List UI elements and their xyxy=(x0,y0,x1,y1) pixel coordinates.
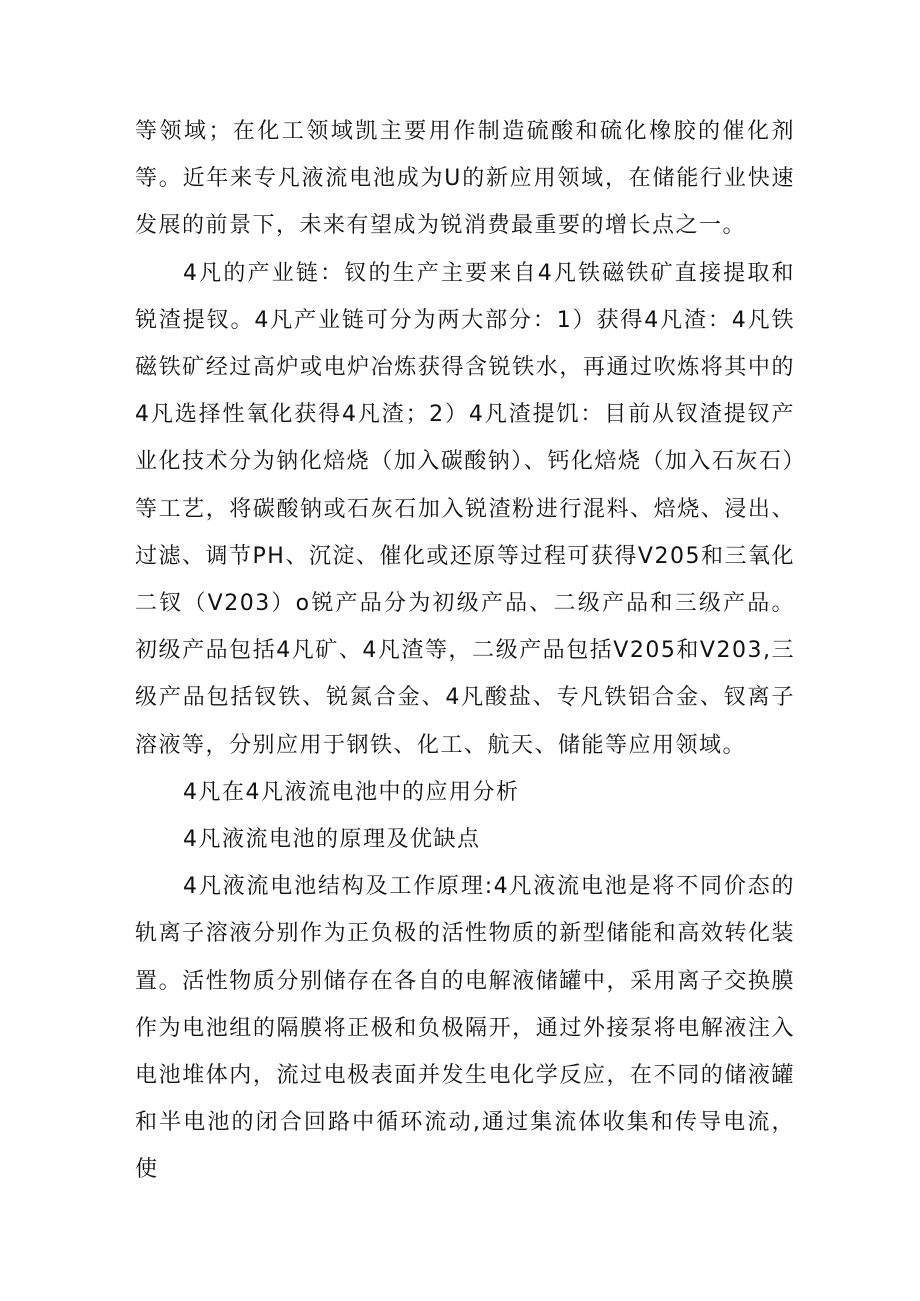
section-heading-application-analysis: 4凡在4凡液流电池中的应用分析 xyxy=(183,779,520,805)
section-heading-principle: 4凡液流电池的原理及优缺点 xyxy=(183,827,481,853)
paragraph-industry-chain: 4凡的产业链：钗的生产主要来自4凡铁磁铁矿直接提取和锐渣提钗。4凡产业链可分为两大部分：1）获得4凡渣：4凡铁磁铁矿经过高炉或电炉冶炼获得含锐铁水，再通过吹炼将其中的4凡选择性氧化获得4凡渣；2）4凡渣提饥：目前从钗渣提钗产业化技术分为钠化焙烧（加入碳酸钠）、钙化焙烧（加入石灰石）等工艺，将碳酸钠或石灰石加入锐渣粉进行混料、焙烧、浸出、过滤、调节PH、沉淀、催化或还原等过程可获得V205和三氧化二钗（V203）o锐产品分为初级产品、二级产品和三级产品。初级产品包括4凡矿、4凡渣等，二级产品包括V205和V203,三级产品包括钗铁、锐氮合金、4凡酸盐、专凡铁铝合金、钗离子溶液等，分别应用于钢铁、化工、航天、储能等应用领域。 xyxy=(135,260,795,758)
paragraph-working-principle: 4凡液流电池结构及工作原理:4凡液流电池是将不同价态的轨离子溶液分别作为正负极的活性物质的新型储能和高效转化装置。活性物质分别储存在各自的电解液储罐中，采用离子交换膜作为电池组的隔膜将正极和负极隔开，通过外接泵将电解液注入电池堆体内，流过电极表面并发生电化学反应，在不同的储液罐和半电池的闭合回路中循环流动,通过集流体收集和传导电流，使 xyxy=(135,874,795,1183)
paragraph-applications: 等领域；在化工领域凯主要用作制造硫酸和硫化橡胶的催化剂等。近年来专凡液流电池成为U的新应用领域，在储能行业快速发展的前景下，未来有望成为锐消费最重要的增长点之一。 xyxy=(135,119,795,239)
document-body xyxy=(135,108,795,1194)
